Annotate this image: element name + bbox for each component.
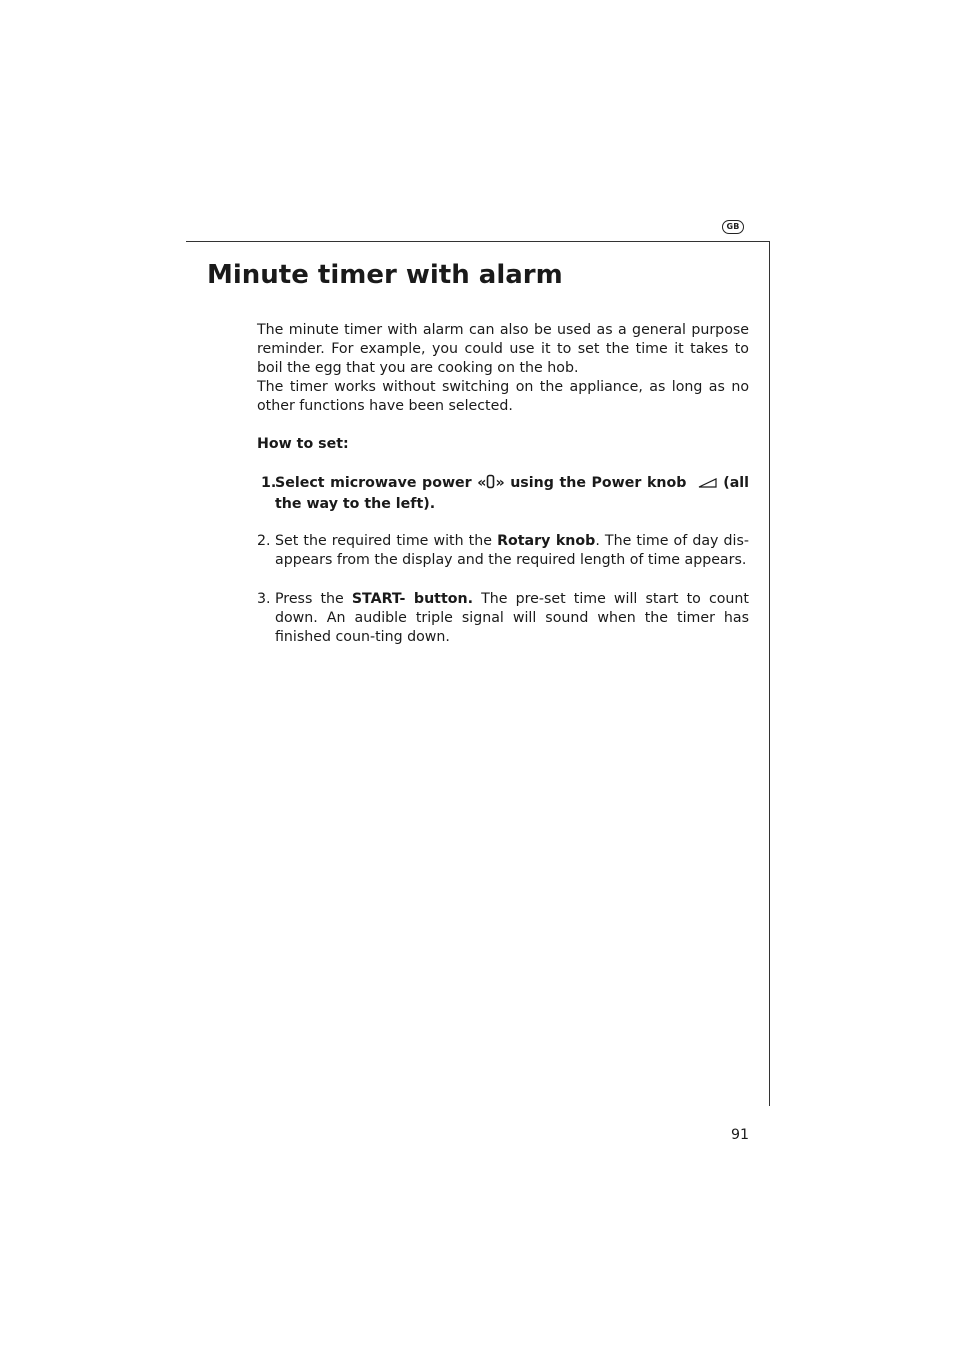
step-text <box>275 532 749 570</box>
step-text-part: Select microwave power « <box>275 475 487 491</box>
step-text-part: » using the Power knob <box>495 475 687 491</box>
language-badge: GB <box>722 220 744 234</box>
power-knob-icon <box>698 476 718 495</box>
page-title: Minute timer with alarm <box>207 260 563 290</box>
step-number: 3. <box>257 591 271 607</box>
step-text <box>275 590 749 648</box>
how-to-set-heading: How to set: <box>257 436 349 452</box>
step-bold-text: Rotary knob <box>497 533 596 549</box>
step-text-part: The pre-set time will start to count down. An audible triple signal will sound when the timer has finished coun-ting down. <box>275 591 749 646</box>
step-text <box>275 474 749 514</box>
step-text-part: Press the <box>275 591 352 607</box>
step-bold-text: START- button. <box>351 591 473 607</box>
step-number: 2. <box>257 533 271 549</box>
step-text-part: . The time of day dis-appears from the display and the required length of time appears. <box>275 533 749 569</box>
header-rule <box>186 241 770 242</box>
step-number: 1. <box>261 475 277 491</box>
step-1 <box>257 474 749 514</box>
step-3 <box>257 590 749 648</box>
step-text-part: Set the required time with the <box>275 533 498 549</box>
intro-paragraph-1: The minute timer with alarm can also be used as a general purpose reminder. For example, you could use it to set the time it takes to boil the egg that you are cooking on the hob. <box>257 322 749 377</box>
step-2 <box>257 532 749 570</box>
side-rule <box>769 241 770 1106</box>
page-number: 91 <box>731 1127 750 1143</box>
intro-paragraph-2: The timer works without switching on the appliance, as long as no other functions have been selected. <box>257 379 749 415</box>
step-text-part: (all the way to the left). <box>275 475 749 513</box>
